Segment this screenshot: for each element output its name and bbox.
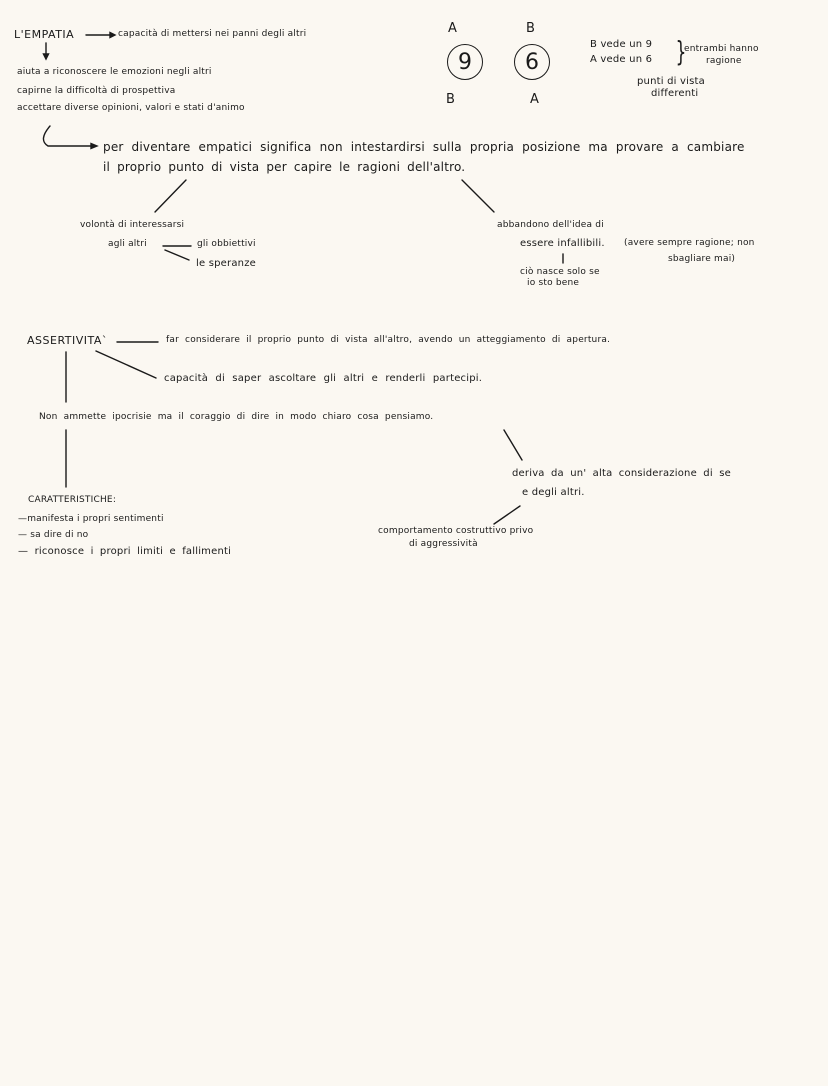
label-a-top: A [448,21,458,36]
empatia-point: aiuta a riconoscere le emozioni negli altri [17,67,212,77]
conclusion2: ragione [706,56,742,66]
caratteristica-item: — riconosce i propri limiti e fallimenti [18,546,232,557]
assertivita-statement: Non ammette ipocrisie ma il coraggio di dire in modo chiaro cosa pensiamo. [39,412,434,422]
brace-icon: } [675,35,687,68]
note2: differenti [651,88,699,99]
assertivita-def2: capacità di saper ascoltare gli altri e renderli partecipi. [164,373,483,384]
left-branch-sub: le speranze [196,258,256,269]
assertivita-def1: far considerare il proprio punto di vista all'altro, avendo un atteggiamento di apertura. [166,335,611,345]
label-b-top: B [526,21,536,36]
left-branch-sub: gli obbiettivi [197,239,256,249]
digit: 6 [525,49,539,75]
left-branch-line1: volontà di interessarsi [80,220,185,230]
right-branch-paren2: sbagliare mai) [668,254,736,264]
right-branch-note1: ciò nasce solo se [520,267,600,277]
right-branch-paren1: (avere sempre ragione; non [624,238,755,248]
comportamento-line1: comportamento costruttivo privo [378,526,534,536]
caratteristica-item: —manifesta i propri sentimenti [18,514,164,524]
empatia-title: L'EMPATIA [14,28,75,41]
deriva-line1: deriva da un' alta considerazione di se [512,468,731,479]
right-branch-line1: abbandono dell'idea di [497,220,604,230]
circle-nine [447,44,483,80]
right-branch-note2: io sto bene [527,278,580,288]
empatia-definition: capacità di mettersi nei panni degli altri [118,29,307,39]
empatia-statement-line1: per diventare empatici significa non intestardirsi sulla propria posizione ma provare a cambiare [103,140,745,154]
label-b-bottom: B [446,92,456,107]
deriva-line2: e degli altri. [522,487,585,498]
empatia-point: accettare diverse opinioni, valori e stati d'animo [17,103,245,113]
circle-six [514,44,550,80]
caratteristiche-title: CARATTERISTICHE: [28,495,117,505]
caratteristica-item: — sa dire di no [18,530,89,540]
b-sees: B vede un 9 [590,39,653,50]
comportamento-line2: di aggressività [409,539,478,549]
note1: punti di vista [637,76,705,87]
left-branch-line2: agli altri [108,239,147,249]
assertivita-title: ASSERTIVITA` [27,334,108,347]
a-sees: A vede un 6 [590,54,653,65]
label-a-bottom: A [530,92,540,107]
right-branch-line2: essere infallibili. [520,238,605,249]
digit: 9 [458,49,472,75]
conclusion1: entrambi hanno [684,44,759,54]
empatia-statement-line2: il proprio punto di vista per capire le ragioni dell'altro. [103,160,466,174]
empatia-point: capirne la difficoltà di prospettiva [17,86,176,96]
